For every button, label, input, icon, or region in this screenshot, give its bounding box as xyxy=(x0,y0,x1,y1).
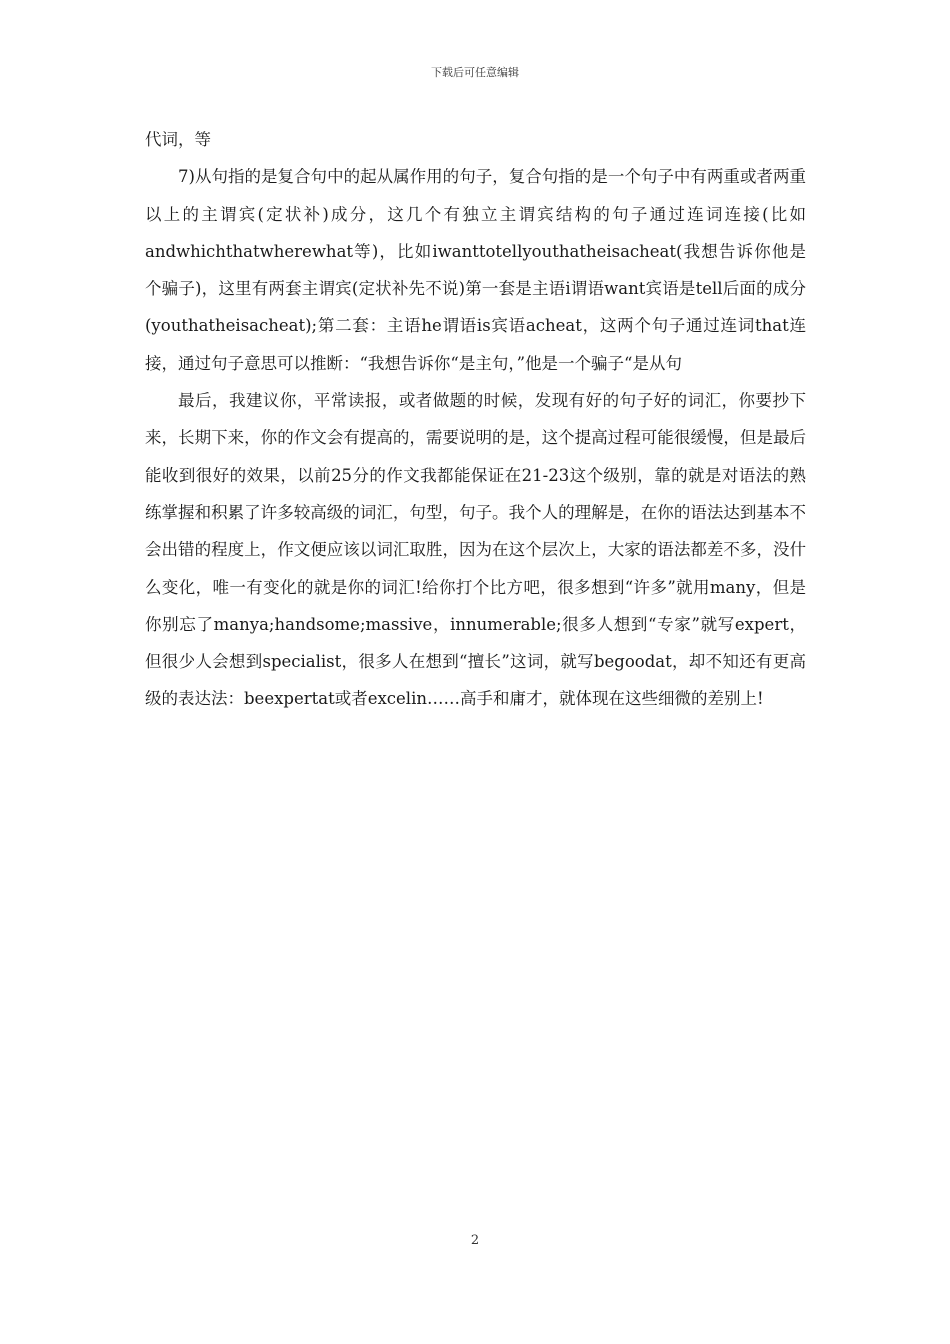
page-header: 下载后可任意编辑 xyxy=(431,66,519,79)
document-body xyxy=(145,121,806,718)
paragraph-continuation: 代词，等 xyxy=(145,130,211,149)
page-number: 2 xyxy=(470,1233,480,1248)
paragraph-advice: 最后，我建议你，平常读报，或者做题的时候，发现有好的句子好的词汇，你要抄下来，长期下来，你的作文会有提高的，需要说明的是，这个提高过程可能很缓慢，但是最后能收到很好的效果，以前25分的作文我都能保证在21-23这个级别，靠的就是对语法的熟练掌握和积累了许多较高级的词汇，句型，句子。我个人的理解是，在你的语法达到基本不会出错的程度上，作文便应该以词汇取胜，因为在这个层次上，大家的语法都差不多，没什么变化，唯一有变化的就是你的词汇!给你打个比方吧，很多想到“许多”就用many，但是你别忘了manya;handsome;massive，innumerable;很多人想到“专家”就写expert，但很少人会想到specialist，很多人在想到“擅长”这词，就写begoodat，却不知还有更高级的表达法：beexpertat或者excelin……高手和庸才，就体现在这些细微的差别上! xyxy=(145,391,806,709)
paragraph-clause-explanation: 7)从句指的是复合句中的起从属作用的句子，复合句指的是一个句子中有两重或者两重以上的主谓宾(定状补)成分，这几个有独立主谓宾结构的句子通过连词连接(比如andwhichthatwherewhat等)，比如iwanttotellyouthatheisacheat(我想告诉你他是个骗子)，这里有两套主谓宾(定状补先不说)第一套是主语i谓语want宾语是tell后面的成分(youthatheisacheat);第二套：主语he谓语is宾语acheat，这两个句子通过连词that连接，通过句子意思可以推断：“我想告诉你“是主句，”他是一个骗子“是从句 xyxy=(145,167,806,373)
